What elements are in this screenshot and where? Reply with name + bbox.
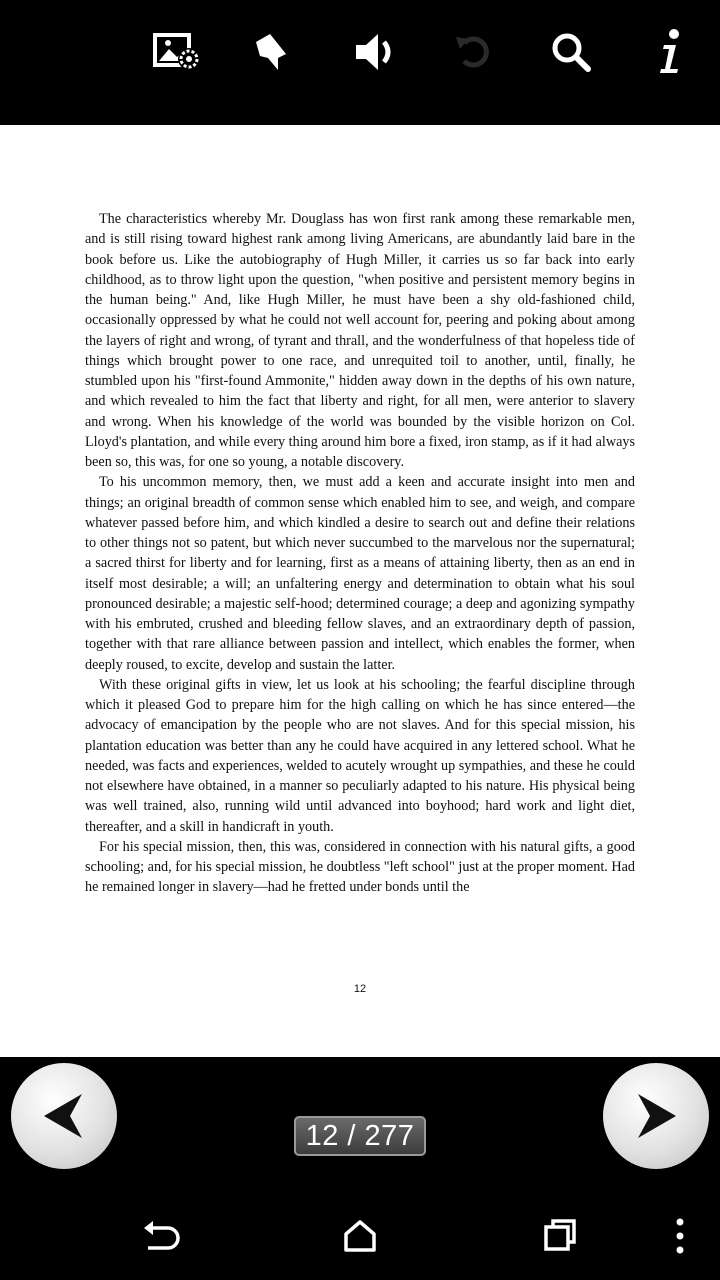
back-icon <box>140 1218 180 1254</box>
system-navigation-bar <box>0 1190 720 1280</box>
next-page-button[interactable] <box>603 1063 709 1169</box>
back-button[interactable] <box>136 1212 184 1260</box>
arrow-right-icon <box>626 1086 686 1146</box>
arrow-left-icon <box>34 1086 94 1146</box>
volume-button[interactable] <box>345 22 405 82</box>
recents-button[interactable] <box>536 1212 584 1260</box>
search-button[interactable] <box>541 22 601 82</box>
image-settings-button[interactable] <box>148 22 208 82</box>
book-page[interactable] <box>0 125 720 1057</box>
home-button[interactable] <box>336 1212 384 1260</box>
page-number: 12 <box>353 983 367 995</box>
home-icon <box>342 1218 378 1254</box>
bookmark-icon <box>248 28 296 76</box>
overflow-menu-icon <box>674 1218 686 1254</box>
paragraph: The characteristics whereby Mr. Douglass has won first rank among these remarkable men, and is still rising toward highest rank among living Americans, are abundantly laid bare in the book before us. Like the autobiography of Hugh Miller, it carries us so far back into early childhood, as to throw light upon the question, "when positive and persistent memory begins in the human being." And, like Hugh Miller, he must have been a shy old-fashioned child, occasionally oppressed by what he could not well account for, peering and poking about among the layers of right and wrong, of tyrant and thrall, and the wonderfulness of that hopeless tide of things which brought power to one race, and unrequited toil to another, until, finally, he stumbled upon his "first-found Ammonite," hidden away down in the depths of his own nature, and which revealed to him the fact that liberty and right, for all men, were anterior to slavery and wrong. When his knowledge of the world was bounded by the visible horizon on Col. Lloyd's plantation, and while every thing around him bore a fixed, iron stamp, as if it had always been so, this was, for one so young, a notable discovery. <box>85 211 635 470</box>
recents-icon <box>542 1218 578 1254</box>
paragraph: For his special mission, then, this was, considered in connection with his natural gifts, a good schooling; and, for his special mission, he doubtless "left school" just at the proper moment. Had he remained longer in slavery—had he fretted under bonds until the <box>85 838 635 896</box>
paragraph: To his uncommon memory, then, we must add a keen and accurate insight into men and things; an original breadth of common sense which enabled him to see, and weigh, and compare whatever passed before him, and which kindled a desire to search out and define their relations to other things not so patent, but which never succumbed to the marvelous nor the supernatural; a sacred thirst for liberty and for learning, first as a means of attaining liberty, then as an end in itself most desirable; a will; an unfaltering energy and determination to obtain what his soul pronounced desirable; a majestic self-hood; determined courage; a deep and agonizing sympathy with his embruted, crushed and bleeding fellow slaves, and an extraordinary depth of passion, together with that rare alliance between passion and intellect, which enables the former, when deeply roused, to excite, develop and sustain the latter. <box>85 474 635 673</box>
reader-toolbar <box>0 0 720 125</box>
info-icon <box>650 27 690 77</box>
previous-page-button[interactable] <box>11 1063 117 1169</box>
page-navigation-bar <box>0 1057 720 1190</box>
undo-icon <box>450 29 496 75</box>
page-text <box>85 209 635 898</box>
image-settings-icon <box>151 29 205 75</box>
info-button[interactable] <box>640 22 700 82</box>
paragraph: With these original gifts in view, let us look at his schooling; the fearful discipline through which it pleased God to prepare him for the high calling on which he has since entered—the advocacy of emancipation by the people who are not slaves. And for this special mission, his plantation education was better than any he could have acquired in any lettered school. What he needed, was facts and experiences, welded to acutely wrought up sympathies, and these he could not elsewhere have obtained, in a manner so peculiarly adapted to his nature. His physical being was well trained, also, running wild until advanced into boyhood; hard work and light diet, thereafter, and a skill in handicraft in youth. <box>85 676 635 835</box>
undo-button[interactable] <box>443 22 503 82</box>
page-indicator[interactable]: 12 / 277 <box>294 1116 426 1156</box>
volume-icon <box>350 29 400 75</box>
search-icon <box>547 28 595 76</box>
bookmark-button[interactable] <box>242 22 302 82</box>
overflow-menu-button[interactable] <box>656 1212 704 1260</box>
